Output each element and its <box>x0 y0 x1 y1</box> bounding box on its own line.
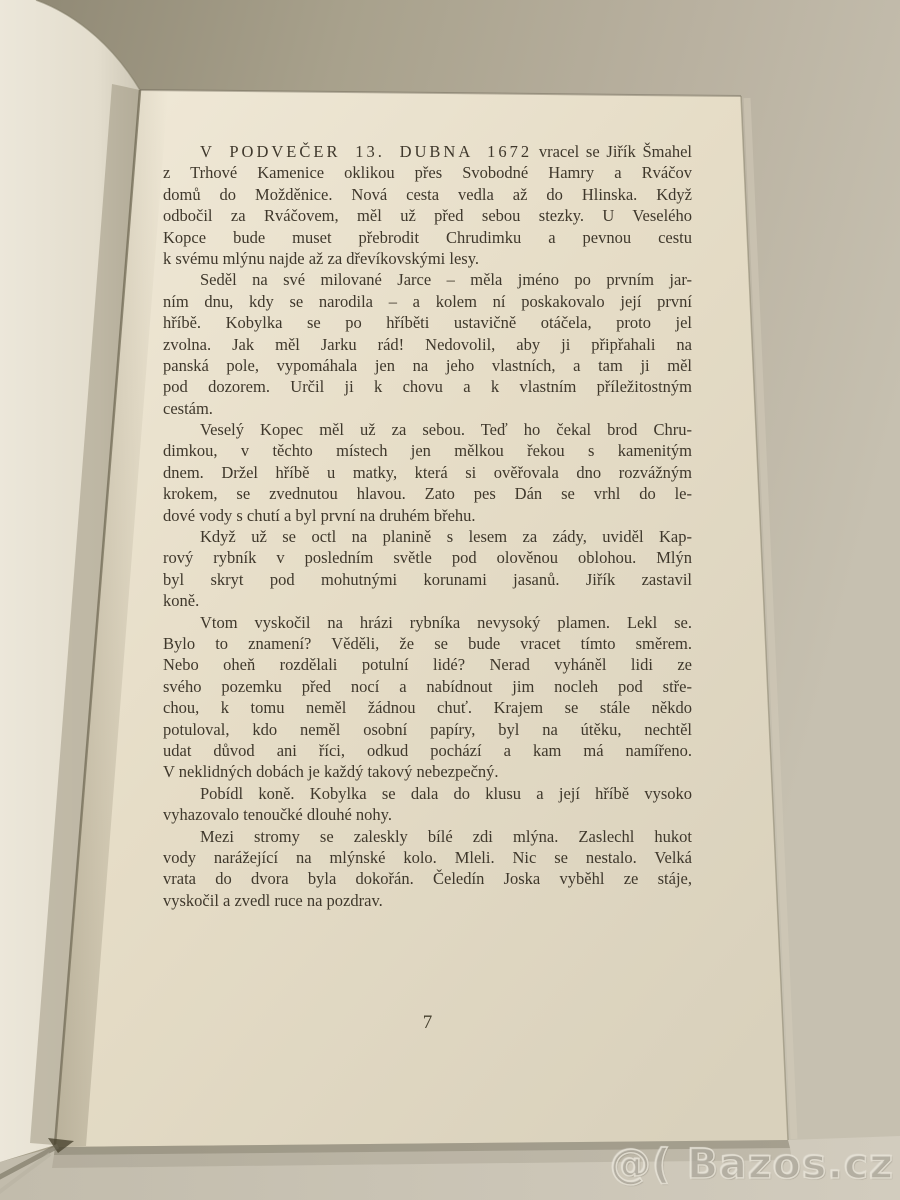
text-line: dimkou, v těchto místech jen mělkou řekou s kamenitým <box>163 441 692 461</box>
text-line: Seděl na své milované Jarce – měla jméno po prvním jar- <box>200 270 692 290</box>
text-line: domů do Možděnice. Nová cesta vedla až do Hlinska. Když <box>163 184 692 204</box>
text-line: Vtom vyskočil na hrázi rybníka nevysoký plamen. Lekl se. <box>200 612 692 632</box>
text-line: zvolna. Jak měl Jarku rád! Nedovolil, aby ji připřahali na <box>163 334 692 354</box>
text-line: byl skryt pod mohutnými korunami jasanů. Jiřík zastavil <box>163 569 692 589</box>
text-line: chou, k tomu neměl žádnou chuť. Krajem se stále někdo <box>163 698 692 718</box>
text-line: panská pole, vypomáhala jen na jeho vlastních, a tam ji měl <box>163 355 692 375</box>
watermark: @( Bazos.cz <box>609 1140 894 1188</box>
text-line: cestám. <box>163 398 213 418</box>
text-line: z Trhové Kamenice oklikou přes Svobodné Hamry a Rváčov <box>163 163 692 183</box>
chapter-opening-caps: V PODVEČER 13. DUBNA 1672 <box>200 142 533 161</box>
text-line: odbočil za Rváčovem, měl už před sebou stezky. U Veselého <box>163 206 692 226</box>
text-line: Veselý Kopec měl už za sebou. Teď ho čekal brod Chru- <box>200 420 692 440</box>
text-line: vyhazovalo tenoučké dlouhé nohy. <box>163 805 392 825</box>
text-line: k svému mlýnu najde až za dřevíkovskými lesy. <box>163 248 480 268</box>
text-line: rový rybník v posledním světle pod olověnou oblohou. Mlýn <box>163 548 692 568</box>
text-line: Bylo to znamení? Věděli, že se bude vracet tímto směrem. <box>163 633 692 653</box>
text-line: krokem, se zvednutou hlavou. Zato pes Dán se vrhl do le- <box>163 484 692 504</box>
text-line: vody narážející na mlýnské kolo. Mleli. Nic se nestalo. Velká <box>163 847 692 867</box>
text-line: dové vody s chutí a byl první na druhém břehu. <box>163 505 476 525</box>
text-line: vrata do dvora byla dokořán. Čeledín Joska vyběhl ze stáje, <box>163 869 692 889</box>
text-line: dnem. Držel hříbě u matky, která si ověřovala dno rozvážným <box>163 462 692 482</box>
text-line: ním dnu, kdy se narodila – a kolem ní poskakovalo její první <box>163 291 692 311</box>
text-line: Pobídl koně. Kobylka se dala do klusu a její hříbě vysoko <box>200 783 692 803</box>
text-line: koně. <box>163 591 200 611</box>
page-number: 7 <box>422 1012 433 1033</box>
text-line: Když už se octl na planině s lesem za zády, uviděl Kap- <box>200 527 692 547</box>
text-line: potuloval, kdo neměl osobní papíry, byl na útěku, nechtěl <box>163 719 692 739</box>
text-line: Kopce bude muset přebrodit Chrudimku a pevnou cestu <box>163 227 692 247</box>
text-line: pod dozorem. Určil ji k chovu a k vlastním příležitostným <box>163 377 692 397</box>
text-line: Nebo oheň rozdělali potulní lidé? Nerad vyháněl lidi ze <box>163 655 692 675</box>
text-line: udat důvod ani říci, odkud pochází a kam má namířeno. <box>163 740 692 760</box>
text-line: V PODVEČER 13. DUBNA 1672 vracel se Jiřík Šmahel <box>200 142 692 161</box>
text-line: vyskočil a zvedl ruce na pozdrav. <box>163 890 383 910</box>
text-line: Mezi stromy se zaleskly bílé zdi mlýna. Zaslechl hukot <box>200 826 692 846</box>
page-text <box>163 141 692 911</box>
text-line: V neklidných dobách je každý takový nebezpečný. <box>163 762 499 782</box>
text-line: svého pozemku před nocí a nabídnout jim nocleh pod stře- <box>163 676 692 696</box>
text-line: hříbě. Kobylka se po hříběti ustavičně otáčela, proto jel <box>163 313 692 333</box>
